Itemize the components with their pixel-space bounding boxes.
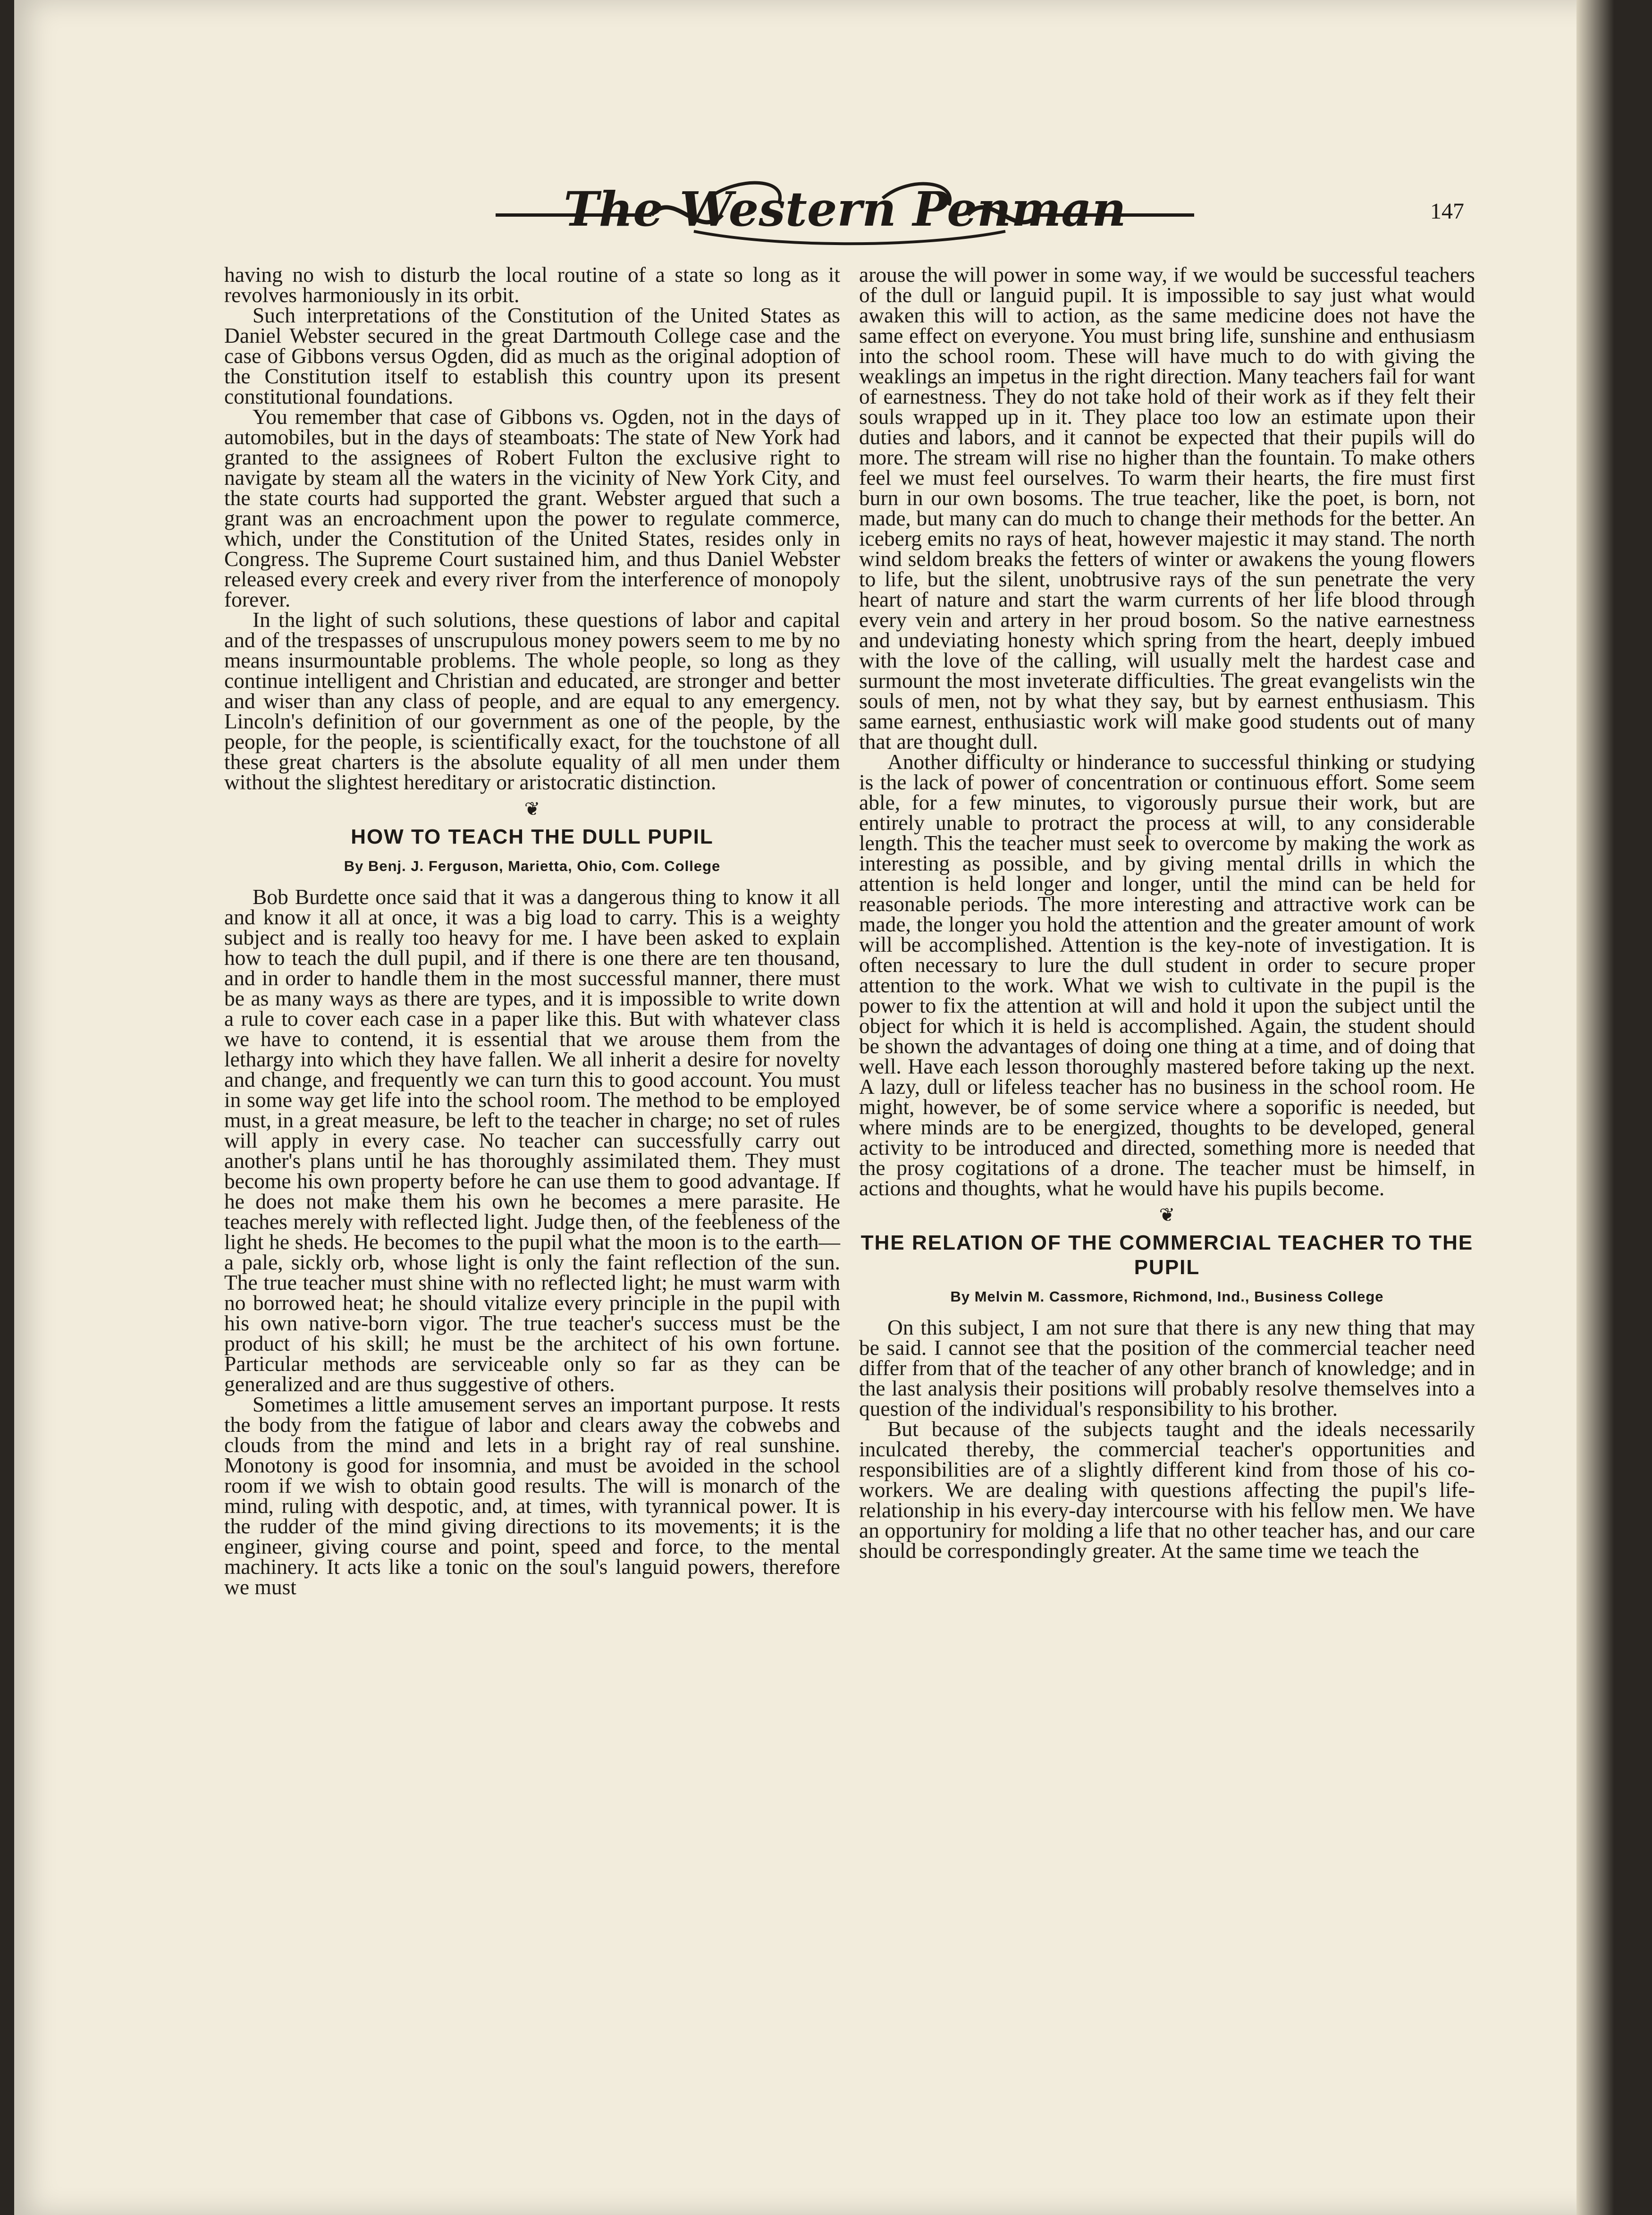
page-number: 147: [1430, 199, 1464, 224]
magazine-page: [14, 0, 1614, 2215]
right-column: [859, 264, 1475, 1561]
article-byline: By Melvin M. Cassmore, Richmond, Ind., Business College: [950, 1288, 1384, 1305]
masthead-ornament: [496, 170, 1194, 250]
paragraph: Another difficulty or hinderance to successful thinking or studying is the lack of power of concentration or continuous effort. Some seem able, for a few minutes, to vigorously pursue their work, but are entirely unable to protract the process at will, to any considerable length. This the teacher must seek to overcome by making the work as interesting as possible, and by giving mental drills in which the attention is held longer and longer, until the mind can be held for reasonable periods. The more interesting and attractive work can be made, the longer you hold the attention and the greater amount of work will be accomplished. Attention is the key-note of investigation. It is often necessary to lure the dull student in order to secure proper attention to the work. What we wish to cultivate in the pupil is the power to fix the attention at will and hold it upon the subject until the object for which it is held is accomplished. Again, the student should be shown the advantages of doing one thing at a time, and of doing that well. Have each lesson thoroughly mastered before taking up the next. A lazy, dull or lifeless teacher has no business in the school room. He might, however, be of some service where a soporific is needed, but where minds are to be energized, thoughts to be developed, general activity to be introduced and directed, something more is needed that the prosy cogitations of a drone. The teacher must be himself, in actions and thoughts, what he would have his pupils become.: [859, 750, 1475, 1200]
left-column: [224, 264, 840, 1597]
section-divider: ❦: [524, 798, 540, 820]
section-divider: ❦: [1159, 1204, 1175, 1226]
paragraph: In the light of such solutions, these questions of labor and capital and of the trespasses of unscrupulous money powers seem to me by no means insurmountable problems. The whole people, so long as they continue intelligent and Christian and educated, are stronger and better and wiser than any class of people, and are equal to any emergency. Lincoln's definition of our government as one of the people, by the people, for the people, is scientifically exact, for the touchstone of all these great charters is the absolute equality of all men under them without the slightest hereditary or aristocratic distinction.: [224, 608, 840, 794]
page-edge: [1576, 0, 1614, 2215]
paragraph: On this subject, I am not sure that there is any new thing that may be said. I cannot see that the position of the commercial teacher need differ from that of the teacher of any other branch of knowledge; and in the last analysis their positions will probably resolve themselves into a question of the individual's responsibility to his brother.: [859, 1315, 1475, 1420]
paragraph: having no wish to disturb the local routine of a state so long as it revolves harmoniously in its orbit.: [224, 262, 840, 307]
paragraph: But because of the subjects taught and the ideals necessarily inculcated thereby, the commercial teacher's opportunities and responsibilities are of a slightly different kind from those of his co-workers. We are dealing with questions affecting the pupil's life-relationship in his every-day intercourse with his fellow men. We have an opportuniry for molding a life that no other teacher has, and our care should be correspondingly greater. At the same time we teach the: [859, 1417, 1475, 1563]
article-byline: By Benj. J. Ferguson, Marietta, Ohio, Com. College: [344, 858, 721, 874]
article-title: HOW TO TEACH THE DULL PUPIL: [351, 825, 714, 848]
paragraph: Such interpretations of the Constitution of the United States as Daniel Webster secured in the great Dartmouth College case and the case of Gibbons versus Ogden, did as much as the original adoption of the Constitution itself to establish this country upon its present constitutional foundations.: [224, 303, 840, 408]
paragraph: Sometimes a little amusement serves an important purpose. It rests the body from the fatigue of labor and clears away the cobwebs and clouds from the mind and lets in a bright ray of real sunshine. Monotony is good for insomnia, and must be avoided in the school room if we wish to obtain good results. The will is monarch of the mind, ruling with despotic, and, at times, with tyrannical power. It is the rudder of the mind giving directions to its movements; it is the engineer, giving course and point, speed and force, to the mental machinery. It acts like a tonic on the soul's languid powers, therefore we must: [224, 1392, 840, 1599]
paragraph: You remember that case of Gibbons vs. Ogden, not in the days of automobiles, but in the days of steamboats: The state of New York had granted to the assignees of Robert Fulton the exclusive right to navigate by steam all the waters in the vicinity of New York City, and the state courts had supported the grant. Webster argued that such a grant was an encroachment upon the power to regulate commerce, which, under the Constitution of the United States, resides only in Congress. The Supreme Court sustained him, and thus Daniel Webster released every creek and every river from the interference of monopoly forever.: [224, 405, 840, 611]
article-title: THE RELATION OF THE COMMERCIAL TEACHER TO THE PUPIL: [860, 1231, 1474, 1279]
masthead: [496, 170, 1194, 250]
paragraph: arouse the will power in some way, if we would be successful teachers of the dull or languid pupil. It is impossible to say just what would awaken this will to action, as the same medicine does not have the same effect on everyone. You must bring life, sunshine and enthusiasm into the school room. These will have much to do with giving the weaklings an impetus in the right direction. Many teachers fail for want of earnestness. They do not take hold of their work as if they felt their souls wrapped up in it. They place too low an estimate upon their duties and labors, and it cannot be expected that their pupils will do more. The stream will rise no higher than the fountain. To make others feel we must feel ourselves. To warm their hearts, the fire must first burn in our own bosoms. The true teacher, like the poet, is born, not made, but many can do much to change their methods for the better. An iceberg emits no rays of heat, however majestic it may stand. The north wind seldom breaks the fetters of winter or awakens the young flowers to life, but the silent, unobtrusive rays of the sun penetrate the very heart of nature and start the warm currents of her life blood through every vein and artery in her proud bosom. So the native earnestness and undeviating honesty which spring from the heart, deeply imbued with the love of the calling, will usually melt the hardest case and surmount the most inveterate difficulties. The great evangelists win the souls of men, not by what they say, but by earnest enthusiasm. This same earnest, enthusiastic work will make good students out of many that are thought dull.: [859, 262, 1475, 753]
masthead-title: The Western Penman: [564, 181, 1126, 237]
paragraph: Bob Burdette once said that it was a dangerous thing to know it all and know it all at once, it was a big load to carry. This is a weighty subject and is really too heavy for me. I have been asked to explain how to teach the dull pupil, and if there is one there are ten thousand, and in order to handle them in the most successful manner, there must be as many ways as there are types, and it is impossible to write down a rule to cover each case in a paper like this. But with whatever class we have to contend, it is essential that we arouse them from the lethargy into which they have fallen. We all inherit a desire for novelty and change, and frequently we can turn this to good account. You must in some way get life into the school room. The method to be employed must, in a great measure, be left to the teacher in charge; no set of rules will apply in every case. No teacher can successfully carry out another's plans until he has thoroughly assimilated them. They must become his own property before he can use them to good advantage. If he does not make them his own he becomes a mere parasite. He teaches merely with reflected light. Judge then, of the feebleness of the light he sheds. He becomes to the pupil what the moon is to the earth—a pale, sickly orb, whose light is only the faint reflection of the sun. The true teacher must shine with no reflected light; he must warm with no borrowed heat; he should vitalize every principle in the pupil with his own native-born vigor. The true teacher's success must be the product of his skill; he must be the architect of his own fortune. Particular methods are serviceable only so far as they can be generalized and are thus suggestive of others.: [224, 885, 840, 1396]
